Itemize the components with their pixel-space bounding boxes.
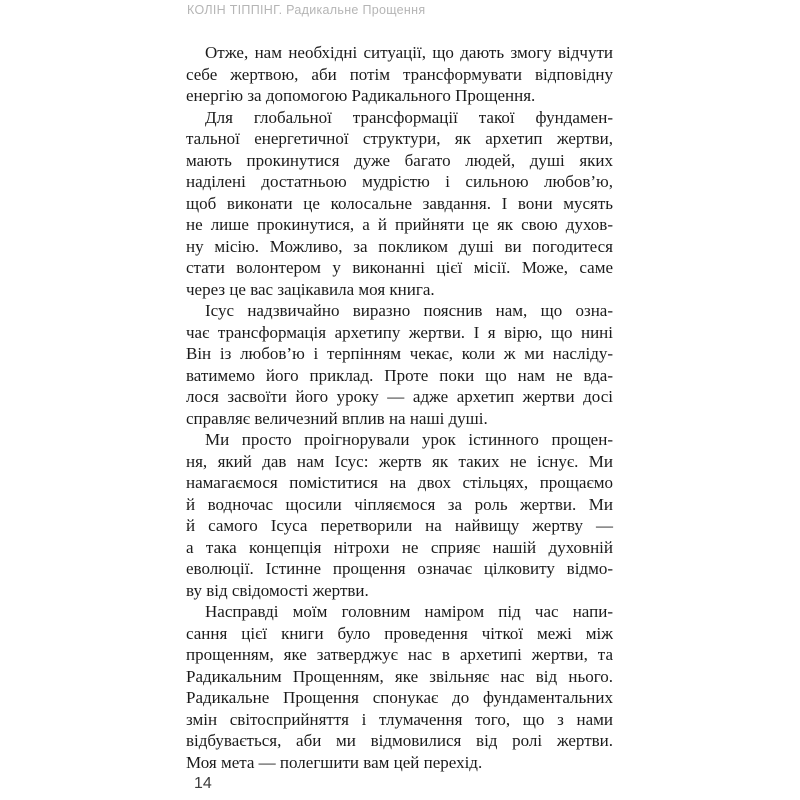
text-line: через це вас зацікавила моя книга. bbox=[186, 279, 435, 299]
text-line: щоб виконати це колосальне завдання. І вони мусять bbox=[186, 193, 613, 213]
text-line: й самого Ісуса перетворили на найвищу жертву — bbox=[186, 516, 613, 535]
text-line: стати волонтером у виконанні цієї місії. Може, саме bbox=[186, 258, 613, 277]
text-line: ву від свідомості жертви. bbox=[186, 580, 369, 600]
paragraph bbox=[186, 300, 613, 429]
text-line: тальної енергетичної структури, як архетип жертви, bbox=[186, 129, 613, 148]
text-line: ватимемо його приклад. Проте поки що нам не вда- bbox=[186, 365, 613, 385]
text-line: наділені достатньою мудрістю і сильною любов’ю, bbox=[186, 172, 613, 191]
text-line: Отже, нам необхідні ситуації, що дають змогу відчути bbox=[205, 43, 613, 62]
text-line: а така концепція нітрохи не сприяє нашій духовній bbox=[186, 537, 613, 557]
text-line: Ми просто проігнорували урок істинного прощен- bbox=[205, 430, 613, 449]
text-line: й водночас щосили чіпляємося за роль жертви. Ми bbox=[186, 494, 613, 514]
paragraph bbox=[186, 601, 613, 773]
text-line: Для глобальної трансформації такої фундамен- bbox=[205, 107, 613, 127]
text-line: чає трансформація архетипу жертви. І я вірю, що нині bbox=[186, 322, 613, 342]
text-line: Радикальним Прощенням, яке звільняє нас від нього. bbox=[186, 666, 613, 686]
page-number: 14 bbox=[194, 775, 212, 792]
text-line: відбувається, аби ми відмовилися від ролі жертви. bbox=[186, 731, 613, 750]
text-line: Насправді моїм головним наміром під час напи- bbox=[205, 602, 613, 621]
text-line: Він із любов’ю і терпінням чекає, коли ж ми насліду- bbox=[186, 344, 613, 363]
text-line: себе жертвою, аби потім трансформувати відповідну bbox=[186, 64, 613, 84]
text-block bbox=[186, 42, 613, 773]
text-line: не лише прокинутися, а й прийняти це як свою духов- bbox=[186, 215, 613, 234]
text-line: ну місію. Можливо, за покликом душі ви погодитеся bbox=[186, 236, 613, 256]
text-line: енергію за допомогою Радикального Прощення. bbox=[186, 86, 536, 105]
paragraph bbox=[186, 107, 613, 301]
text-line: прощенням, яке затверджує нас в архетипі жертви, та bbox=[186, 645, 613, 664]
text-line: мають прокинутися дуже багато людей, душі яких bbox=[186, 150, 613, 170]
text-line: еволюції. Істинне прощення означає цілковиту відмо- bbox=[186, 559, 613, 578]
text-line: лося засвоїти його уроку — адже архетип жертви досі bbox=[186, 387, 613, 406]
text-line: Ісус надзвичайно виразно пояснив нам, що озна- bbox=[205, 301, 613, 320]
text-line: ня, який дав нам Ісус: жертв як таких не існує. Ми bbox=[186, 451, 613, 471]
text-line: сання цієї книги було проведення чіткої межі між bbox=[186, 623, 613, 643]
text-line: справляє величезний вплив на наші душі. bbox=[186, 408, 488, 428]
text-line: змін світосприйняття і тлумачення того, що з нами bbox=[186, 709, 613, 729]
paragraph bbox=[186, 42, 613, 107]
text-line: Радикальне Прощення спонукає до фундаментальних bbox=[186, 688, 613, 707]
text-line: Моя мета — полегшити вам цей перехід. bbox=[186, 752, 483, 772]
running-header: КОЛІН ТІППІНГ. Радикальне Прощення bbox=[187, 3, 426, 17]
text-line: намагаємося поміститися на двох стільцях, прощаємо bbox=[186, 473, 613, 492]
paragraph bbox=[186, 429, 613, 601]
